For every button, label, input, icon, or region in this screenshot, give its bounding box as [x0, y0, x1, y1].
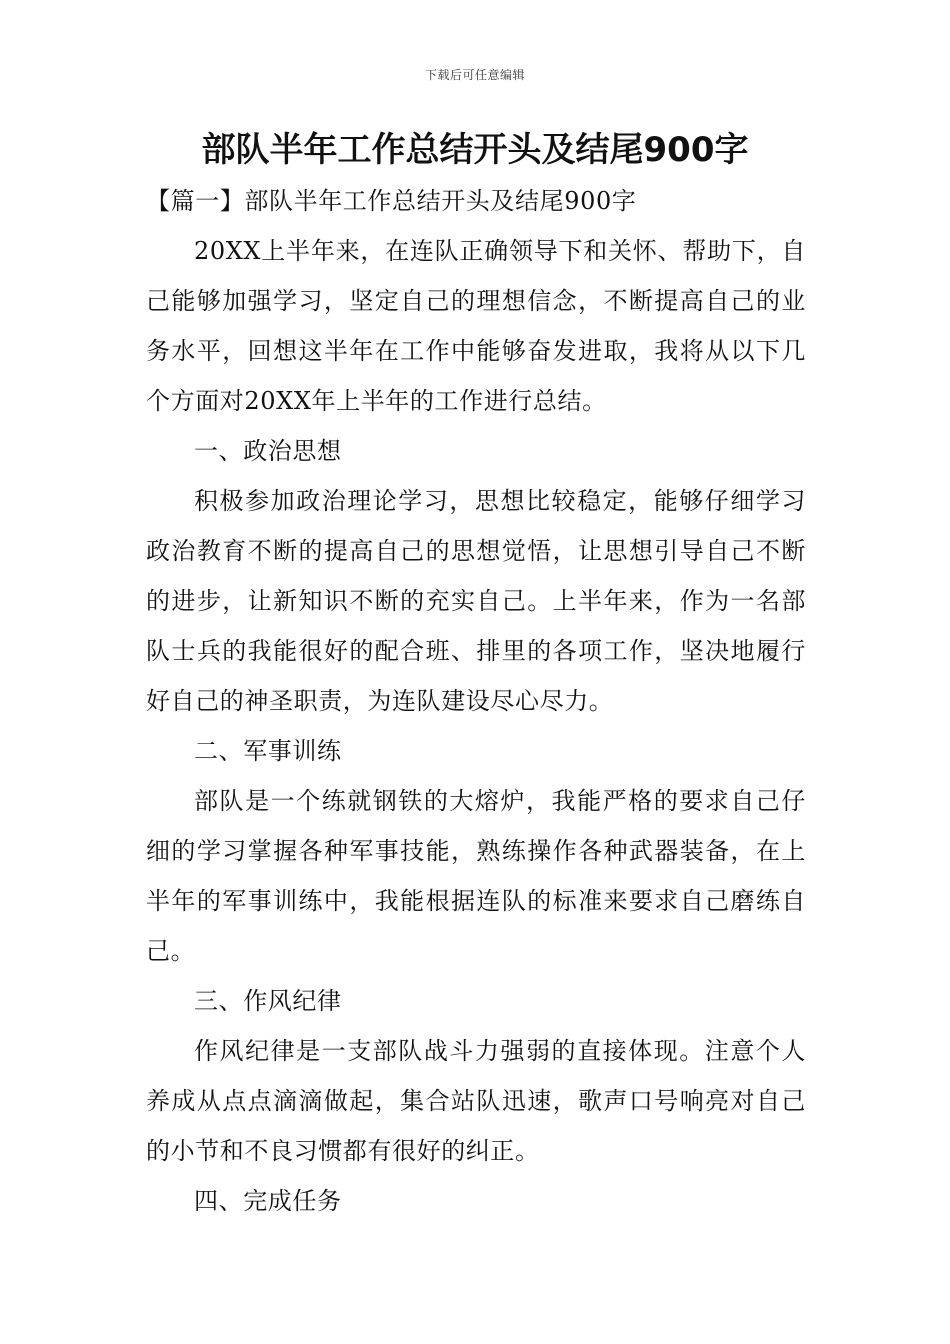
- header-note: 下载后可任意编辑: [424, 68, 525, 82]
- paragraph-intro: 20XX上半年来，在连队正确领导下和关怀、帮助下，自己能够加强学习，坚定自己的理想信念，不断提高自己的业务水平，回想这半年在工作中能够奋发进取，我将从以下几个方面对20XX年上半年的工作进行总结。: [146, 237, 806, 415]
- section-heading-politics: 一、政治思想: [194, 437, 342, 465]
- section-heading-discipline: 三、作风纪律: [194, 987, 342, 1015]
- paragraph-training: 部队是一个练就钢铁的大熔炉，我能严格的要求自己仔细的学习掌握各种军事技能，熟练操作各种武器装备，在上半年的军事训练中，我能根据连队的标准来要求自己磨练自己。: [146, 787, 806, 965]
- paragraph-discipline: 作风纪律是一支部队战斗力强弱的直接体现。注意个人养成从点点滴滴做起，集合站队迅速，歌声口号响亮对自己的小节和不良习惯都有很好的纠正。: [146, 1037, 806, 1165]
- paragraph-politics: 积极参加政治理论学习，思想比较稳定，能够仔细学习政治教育不断的提高自己的思想觉悟，让思想引导自己不断的进步，让新知识不断的充实自己。上半年来，作为一名部队士兵的我能很好的配合班、排里的各项工作，坚决地履行好自己的神圣职责，为连队建设尽心尽力。: [146, 487, 806, 715]
- article-subtitle: 【篇一】部队半年工作总结开头及结尾900字: [146, 187, 637, 215]
- section-heading-training: 二、军事训练: [194, 737, 342, 765]
- document-body: [146, 176, 806, 1226]
- section-heading-tasks: 四、完成任务: [194, 1187, 342, 1215]
- document-title: 部队半年工作总结开头及结尾900字: [201, 130, 749, 170]
